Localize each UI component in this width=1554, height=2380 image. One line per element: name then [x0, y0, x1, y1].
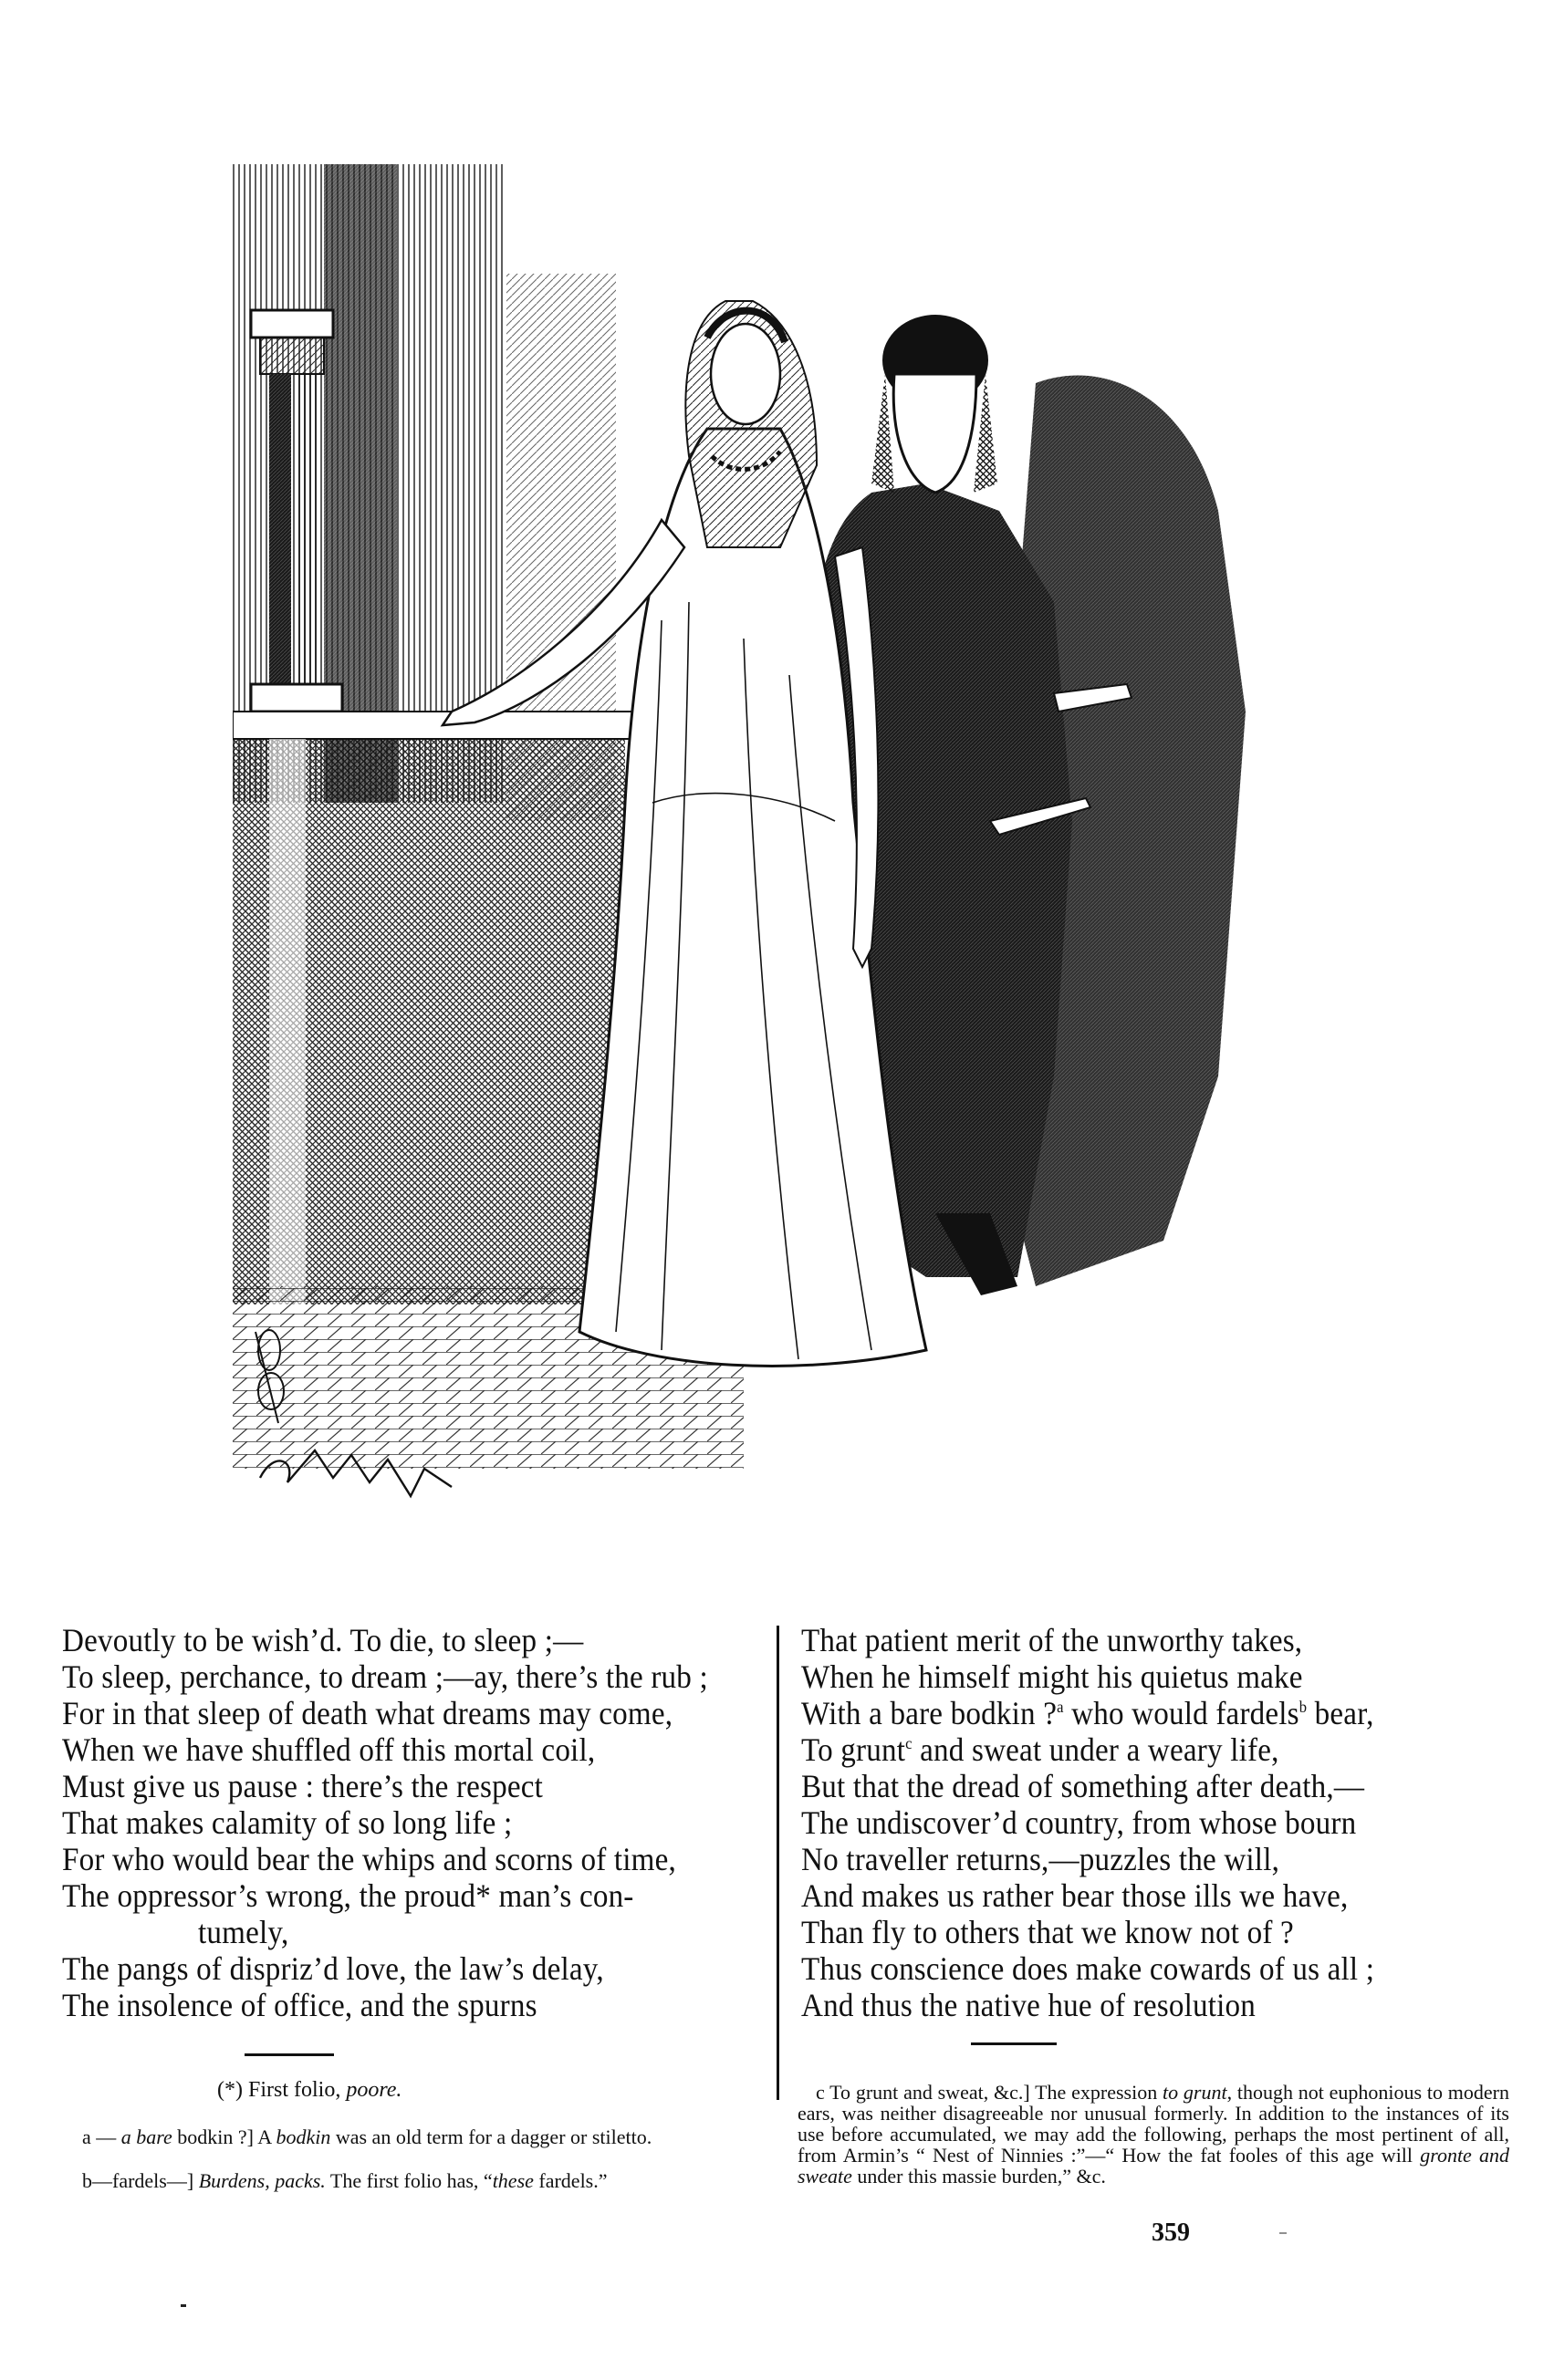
footnote-lemma: —fardels—]: [92, 2169, 194, 2192]
verse-line: For who would bear the whips and scorns of time,: [62, 1841, 676, 1877]
verse-line: That patient merit of the unworthy takes,: [801, 1622, 1303, 1658]
footnote-italic: gronte and sweate: [798, 2144, 1509, 2188]
footnote-star: [217, 2080, 402, 2101]
verse-line: For in that sleep of death what dreams may come,: [62, 1695, 673, 1731]
footnote-ref-a[interactable]: a: [1057, 1698, 1064, 1716]
verse-column-left: [62, 1622, 765, 2023]
footnote-lemma-italic: a bare: [120, 2125, 172, 2148]
verse-line: When he himself might his quietus make: [801, 1658, 1303, 1695]
column-divider-rule: [777, 1626, 779, 2100]
verse-line-continuation: tumely,: [198, 1914, 289, 1950]
verse-text: With a bare bodkin ?: [801, 1695, 1058, 1731]
verse-line: The insolence of office, and the spurns: [62, 1987, 537, 2023]
hamlet-ophelia-engraving: [233, 164, 1328, 1505]
verse-line: But that the dread of something after death,—: [801, 1768, 1365, 1804]
footnote-marker: c: [816, 2081, 825, 2104]
footnote-text: The first folio has, “: [325, 2169, 493, 2192]
footnote-c: [798, 2082, 1509, 2187]
footnote-separator-left: [245, 2053, 334, 2056]
ink-speck: [1279, 2232, 1287, 2234]
verse-line: No traveller returns,—puzzles the will,: [801, 1841, 1280, 1877]
footnote-dash: —: [96, 2125, 117, 2148]
footnote-lemma: To grunt and sweat, &c.]: [824, 2081, 1030, 2104]
ink-speck: [181, 2304, 186, 2307]
footnote-a: [64, 2126, 759, 2147]
verse-line: Devoutly to be wish’d. To die, to sleep ;—: [62, 1622, 584, 1658]
footnote-text: under this massie burden,” &c.: [851, 2165, 1106, 2188]
verse-column-right: [801, 1622, 1513, 2023]
page-number: 359: [1152, 2219, 1190, 2247]
verse-line: Than fly to others that we know not of ?: [801, 1914, 1294, 1950]
footnote-italic: Burdens, packs.: [193, 2169, 326, 2192]
footnote-italic: poore.: [346, 2078, 402, 2102]
verse-text: who would fardels: [1063, 1695, 1299, 1731]
footnote-text: , though not euphonious to modern ears, was neither disagreeable nor unusual formerly. In addition to the instances of its use before accumulated, we may add the following, perhaps the most pertinent of all, from Armin’s “ Nest of Ninnies :”—“ How the fat fooles of this age will: [798, 2081, 1509, 2167]
footnote-text: First folio,: [247, 2078, 347, 2102]
verse-line: Must give us pause : there’s the respect: [62, 1768, 544, 1804]
verse-line: When we have shuffled off this mortal coil,: [62, 1731, 596, 1768]
verse-line: And thus the native hue of resolution: [801, 1987, 1257, 2023]
verse-line: The undiscover’d country, from whose bourn: [801, 1804, 1357, 1841]
verse-text: bear,: [1307, 1695, 1374, 1731]
footnote-ref-c[interactable]: c: [905, 1734, 913, 1752]
footnote-text: The expression: [1029, 2081, 1163, 2104]
footnote-separator-right: [971, 2042, 1057, 2045]
verse-text: and sweat under a weary life,: [912, 1731, 1279, 1768]
footnote-text: fardels.”: [533, 2169, 608, 2192]
footnote-italic: bodkin: [276, 2125, 331, 2148]
verse-line-with-notes: [801, 1695, 1456, 1731]
verse-line: Thus conscience does make cowards of us all ;: [801, 1950, 1375, 1987]
verse-line: To sleep, perchance, to dream ;—ay, there’s the rub ;: [62, 1658, 708, 1695]
verse-line: That makes calamity of so long life ;: [62, 1804, 513, 1841]
footnote-marker: (*): [217, 2078, 243, 2102]
footnote-italic: these: [492, 2169, 534, 2192]
footnote-italic: to grunt: [1162, 2081, 1227, 2104]
engraving-illustration: [233, 164, 1328, 1505]
footnote-lemma: bodkin ?]: [172, 2125, 254, 2148]
verse-line: The oppressor’s wrong, the proud* man’s con-: [62, 1877, 634, 1914]
verse-text: To grunt: [801, 1731, 906, 1768]
verse-line-with-notes: [801, 1731, 1456, 1768]
footnote-text: A: [253, 2125, 276, 2148]
verse-line: The pangs of dispriz’d love, the law’s delay,: [62, 1950, 604, 1987]
footnote-text: was an old term for a dagger or stiletto.: [330, 2125, 652, 2148]
footnote-marker: a: [82, 2125, 91, 2148]
verse-line: And makes us rather bear those ills we have,: [801, 1877, 1349, 1914]
footnote-marker: b: [82, 2169, 92, 2192]
footnote-b: [64, 2170, 759, 2191]
footnote-ref-b[interactable]: b: [1298, 1698, 1308, 1716]
